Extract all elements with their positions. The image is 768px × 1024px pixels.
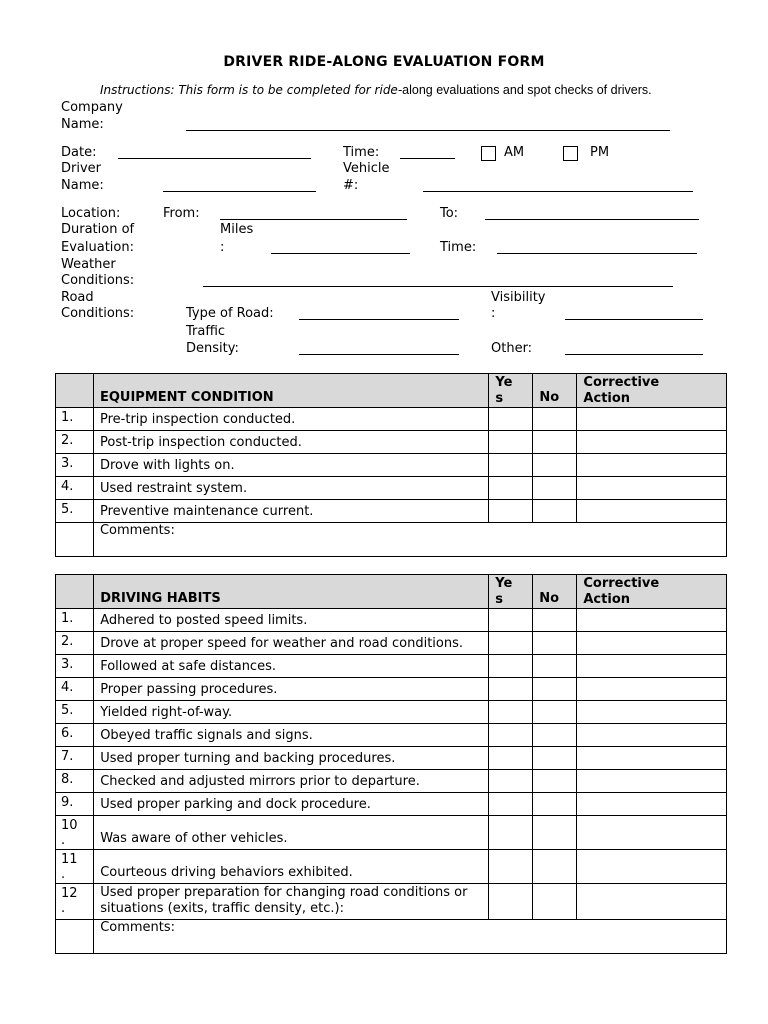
comments-num-cell <box>56 920 94 954</box>
yes-cell[interactable] <box>489 770 533 793</box>
no-cell[interactable] <box>533 500 577 523</box>
table-row <box>56 850 727 884</box>
corrective-cell[interactable] <box>577 747 727 770</box>
yes-cell[interactable] <box>489 850 533 884</box>
row-number: 1. <box>56 609 94 632</box>
no-cell[interactable] <box>533 431 577 454</box>
row-number: 5. <box>56 701 94 724</box>
row-number: 6. <box>56 724 94 747</box>
driver-name-field[interactable] <box>163 191 316 192</box>
row-text: Obeyed traffic signals and signs. <box>94 724 489 747</box>
pm-label: PM <box>590 145 610 160</box>
corrective-header <box>577 374 727 408</box>
weather-label-1: Weather <box>61 257 116 272</box>
vehicle-label-1: Vehicle <box>343 161 390 176</box>
company-name-field[interactable] <box>186 130 670 131</box>
no-cell[interactable] <box>533 408 577 431</box>
other-label: Other: <box>491 341 533 356</box>
row-number: 2. <box>56 431 94 454</box>
no-header: No <box>533 374 577 408</box>
location-label: Location: <box>61 206 121 221</box>
am-checkbox[interactable] <box>481 146 496 161</box>
traffic-label-2: Density: <box>186 341 239 356</box>
time-label: Time: <box>343 145 380 160</box>
vehicle-field[interactable] <box>423 191 693 192</box>
table-row <box>56 609 727 632</box>
to-label: To: <box>440 206 459 221</box>
header-num-cell <box>56 374 94 408</box>
yes-cell[interactable] <box>489 884 533 920</box>
yes-cell[interactable] <box>489 816 533 850</box>
row-number <box>56 850 94 884</box>
corrective-header <box>577 575 727 609</box>
yes-cell[interactable] <box>489 454 533 477</box>
row-number: 3. <box>56 454 94 477</box>
yes-header-line1: Ye <box>495 375 513 390</box>
weather-field[interactable] <box>203 286 673 287</box>
row-text: Yielded right-of-way. <box>94 701 489 724</box>
no-cell[interactable] <box>533 747 577 770</box>
equipment-header: EQUIPMENT CONDITION <box>93 374 488 408</box>
corrective-cell[interactable] <box>577 724 727 747</box>
row-number-line2: . <box>61 833 66 848</box>
miles-label-1: Miles <box>220 222 254 237</box>
row-number <box>56 816 94 850</box>
corrective-header-line1: Corrective <box>583 576 660 591</box>
row-text: Post-trip inspection conducted. <box>93 431 488 454</box>
row-text: Checked and adjusted mirrors prior to departure. <box>94 770 489 793</box>
no-cell[interactable] <box>533 850 577 884</box>
type-of-road-field[interactable] <box>299 319 459 320</box>
to-field[interactable] <box>485 219 699 220</box>
table-row <box>56 431 727 454</box>
yes-cell[interactable] <box>489 431 533 454</box>
visibility-label-2: : <box>491 306 496 321</box>
no-cell[interactable] <box>533 884 577 920</box>
corrective-cell[interactable] <box>577 655 727 678</box>
date-label: Date: <box>61 145 97 160</box>
corrective-cell[interactable] <box>577 816 727 850</box>
row-text: Drove at proper speed for weather and road conditions. <box>94 632 489 655</box>
equipment-table <box>55 373 727 557</box>
corrective-cell[interactable] <box>577 850 727 884</box>
yes-header-line2: s <box>495 592 504 607</box>
road-label-1: Road <box>61 290 94 305</box>
yes-header-line1: Ye <box>495 576 513 591</box>
row-text <box>94 884 489 920</box>
corrective-header-line2: Action <box>583 391 631 406</box>
equipment-comments[interactable]: Comments: <box>93 523 726 557</box>
row-text: Adhered to posted speed limits. <box>94 609 489 632</box>
row-text: Used restraint system. <box>93 477 488 500</box>
corrective-cell[interactable] <box>577 609 727 632</box>
company-name-label-1: Company <box>61 100 123 115</box>
duration-label-2: Evaluation: <box>61 240 134 255</box>
table-row <box>56 724 727 747</box>
comments-row <box>56 523 727 557</box>
corrective-cell[interactable] <box>577 431 727 454</box>
row-number-line1: 11 <box>61 852 78 867</box>
instructions-rest: along evaluations and spot checks of drivers. <box>402 83 652 97</box>
habits-table <box>55 574 727 954</box>
row-text: Pre-trip inspection conducted. <box>93 408 488 431</box>
yes-cell[interactable] <box>489 500 533 523</box>
date-field[interactable] <box>118 158 311 159</box>
table-row <box>56 793 727 816</box>
yes-header-line2: s <box>495 391 504 406</box>
weather-label-2: Conditions: <box>61 273 135 288</box>
pm-checkbox[interactable] <box>563 146 578 161</box>
row-text-line1: Used proper preparation for changing road conditions or <box>100 885 468 900</box>
table-row <box>56 408 727 431</box>
row-number: 5. <box>56 500 94 523</box>
form-title: DRIVER RIDE-ALONG EVALUATION FORM <box>223 54 545 70</box>
time-field[interactable] <box>400 158 455 159</box>
no-cell[interactable] <box>533 770 577 793</box>
table-row <box>56 816 727 850</box>
time2-field[interactable] <box>497 253 697 254</box>
miles-field[interactable] <box>271 253 410 254</box>
no-header: No <box>533 575 577 609</box>
yes-cell[interactable] <box>489 477 533 500</box>
vehicle-label-2: #: <box>343 178 359 193</box>
row-text: Courteous driving behaviors exhibited. <box>94 850 489 884</box>
yes-cell[interactable] <box>489 609 533 632</box>
table-row <box>56 701 727 724</box>
comments-num-cell <box>56 523 94 557</box>
habits-header-row <box>56 575 727 609</box>
no-cell[interactable] <box>533 655 577 678</box>
habits-header: DRIVING HABITS <box>94 575 489 609</box>
corrective-cell[interactable] <box>577 408 727 431</box>
instructions-italic: Instructions: This form is to be completed for ride- <box>100 83 403 97</box>
row-number-line2: . <box>61 901 66 916</box>
row-text: Proper passing procedures. <box>94 678 489 701</box>
row-text: Was aware of other vehicles. <box>94 816 489 850</box>
corrective-cell[interactable] <box>577 701 727 724</box>
other-field[interactable] <box>565 354 703 355</box>
no-cell[interactable] <box>533 477 577 500</box>
corrective-cell[interactable] <box>577 678 727 701</box>
no-cell[interactable] <box>533 816 577 850</box>
corrective-header-line2: Action <box>583 592 630 607</box>
no-cell[interactable] <box>533 454 577 477</box>
row-number-line1: 10 <box>61 818 78 833</box>
table-row <box>56 500 727 523</box>
corrective-cell[interactable] <box>577 632 727 655</box>
yes-header <box>489 575 533 609</box>
corrective-cell[interactable] <box>577 793 727 816</box>
traffic-field[interactable] <box>299 354 459 355</box>
am-label: AM <box>504 145 525 160</box>
corrective-header-line1: Corrective <box>583 375 660 390</box>
yes-cell[interactable] <box>489 655 533 678</box>
header-num-cell <box>56 575 94 609</box>
corrective-cell[interactable] <box>577 884 727 920</box>
row-number: 8. <box>56 770 94 793</box>
instructions <box>100 83 652 97</box>
row-number: 2. <box>56 632 94 655</box>
road-label-2: Conditions: <box>61 306 135 321</box>
table-row <box>56 632 727 655</box>
duration-label-1: Duration of <box>61 222 135 237</box>
yes-cell[interactable] <box>489 632 533 655</box>
traffic-label-1: Traffic <box>186 324 226 339</box>
corrective-cell[interactable] <box>577 477 727 500</box>
row-text: Used proper turning and backing procedures. <box>94 747 489 770</box>
no-cell[interactable] <box>533 701 577 724</box>
visibility-field[interactable] <box>565 319 703 320</box>
table-row <box>56 655 727 678</box>
yes-cell[interactable] <box>489 793 533 816</box>
yes-header <box>489 374 533 408</box>
no-cell[interactable] <box>533 678 577 701</box>
corrective-cell[interactable] <box>577 500 727 523</box>
yes-cell[interactable] <box>489 408 533 431</box>
row-text: Followed at safe distances. <box>94 655 489 678</box>
row-text: Drove with lights on. <box>93 454 488 477</box>
comments-row <box>56 920 727 954</box>
row-number: 9. <box>56 793 94 816</box>
row-number: 4. <box>56 477 94 500</box>
row-number: 7. <box>56 747 94 770</box>
table-row <box>56 770 727 793</box>
time2-label: Time: <box>440 240 477 255</box>
row-text: Preventive maintenance current. <box>93 500 488 523</box>
table-row <box>56 477 727 500</box>
habits-comments[interactable]: Comments: <box>94 920 727 954</box>
yes-cell[interactable] <box>489 701 533 724</box>
row-text-line2: situations (exits, traffic density, etc.): <box>100 901 344 916</box>
table-row <box>56 884 727 920</box>
table-row <box>56 454 727 477</box>
no-cell[interactable] <box>533 609 577 632</box>
no-cell[interactable] <box>533 793 577 816</box>
visibility-label-1: Visibility <box>491 290 546 305</box>
driver-name-label-1: Driver <box>61 161 102 176</box>
table-row <box>56 747 727 770</box>
yes-cell[interactable] <box>489 747 533 770</box>
corrective-cell[interactable] <box>577 454 727 477</box>
yes-cell[interactable] <box>489 678 533 701</box>
equipment-header-row <box>56 374 727 408</box>
miles-label-2: : <box>220 240 225 255</box>
row-number: 1. <box>56 408 94 431</box>
type-of-road-label: Type of Road: <box>186 306 274 321</box>
from-field[interactable] <box>220 219 407 220</box>
driver-name-label-2: Name: <box>61 178 104 193</box>
company-name-label-2: Name: <box>61 117 104 132</box>
row-number-line2: . <box>61 867 66 882</box>
row-text: Used proper parking and dock procedure. <box>94 793 489 816</box>
no-cell[interactable] <box>533 724 577 747</box>
row-number <box>56 884 94 920</box>
row-number-line1: 12 <box>61 886 78 901</box>
yes-cell[interactable] <box>489 724 533 747</box>
row-number: 3. <box>56 655 94 678</box>
row-number: 4. <box>56 678 94 701</box>
from-label: From: <box>163 206 200 221</box>
no-cell[interactable] <box>533 632 577 655</box>
table-row <box>56 678 727 701</box>
corrective-cell[interactable] <box>577 770 727 793</box>
